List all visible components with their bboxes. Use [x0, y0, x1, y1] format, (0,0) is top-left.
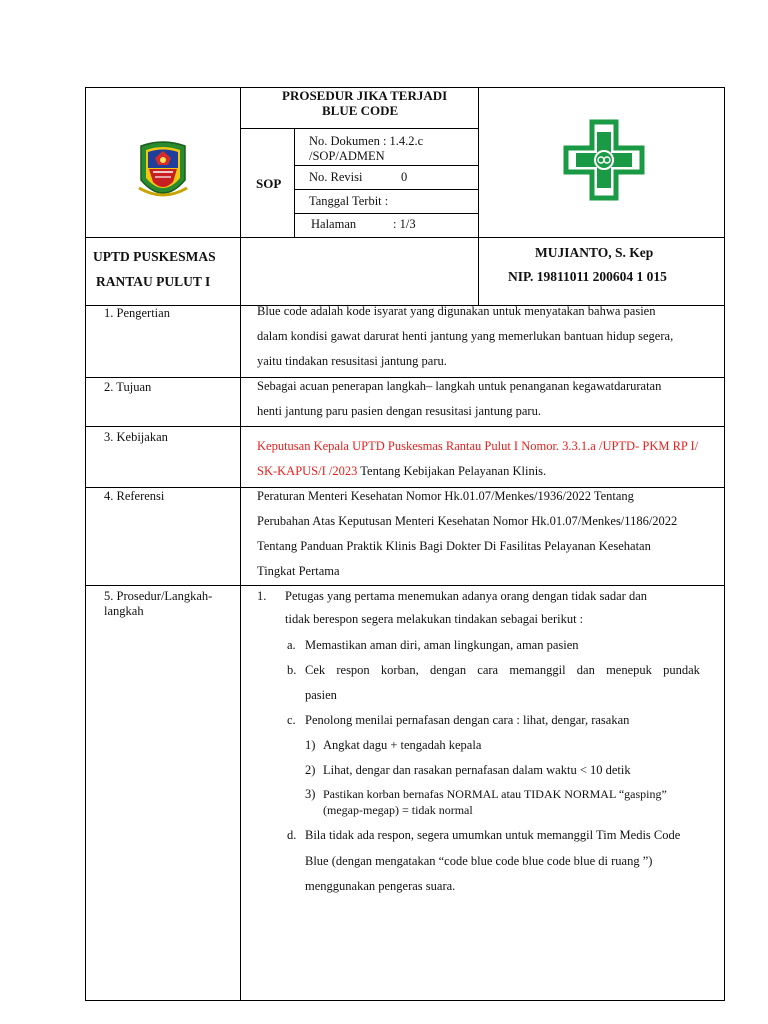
step-d-line-2: Blue (dengan mengatakan “code blue code blue code blue di ruang ”) [305, 854, 653, 868]
section-label-prosedur-line2: langkah [104, 604, 144, 618]
step-c-text: Penolong menilai pernafasan dengan cara : lihat, dengar, rasakan [305, 713, 630, 727]
step-1-number: 1. [257, 589, 267, 603]
step-a-marker: a. [287, 638, 296, 652]
org-name-line1: UPTD PUSKESMAS [93, 249, 216, 264]
step-1-line-1: Petugas yang pertama menemukan adanya orang dengan tidak sadar dan [285, 589, 648, 603]
step-b-word: pundak [663, 663, 700, 677]
step-b-word: respon [336, 663, 370, 677]
step-b-word: memanggil [509, 663, 566, 677]
pengertian-line-3: yaitu tindakan resusitasi jantung paru. [257, 354, 447, 368]
step-b-word: dan [576, 663, 595, 677]
sop-label: SOP [256, 176, 282, 191]
step-c1-marker: 1) [305, 738, 316, 752]
step-b-line-1 [305, 664, 700, 677]
kebijakan-line-2 [257, 465, 546, 478]
step-c3-line-1: Pastikan korban bernafas NORMAL atau TIDAK NORMAL “gasping” [323, 787, 667, 801]
tujuan-line-2: henti jantung paru pasien dengan resusitasi jantung paru. [257, 404, 541, 418]
step-c-marker: c. [287, 713, 296, 727]
kebijakan-decree-number: SK-KAPUS/I /2023 [257, 464, 358, 478]
section-label-referensi: 4. Referensi [104, 489, 165, 503]
revision-value: 0 [401, 170, 408, 184]
step-c2-text: Lihat, dengar dan rasakan pernafasan dalam waktu < 10 detik [323, 763, 631, 777]
step-b-word: cara [477, 663, 499, 677]
tujuan-line-1: Sebagai acuan penerapan langkah– langkah untuk penanganan kegawatdaruratan [257, 379, 662, 393]
step-b-line-2: pasien [305, 688, 337, 702]
step-d-line-3: menggunakan pengeras suara. [305, 879, 456, 893]
step-d-marker: d. [287, 828, 297, 842]
sop-title-line1: PROSEDUR JIKA TERJADI [282, 88, 448, 103]
referensi-line-2: Perubahan Atas Keputusan Menteri Kesehatan Nomor Hk.01.07/Menkes/1186/2022 [257, 514, 678, 528]
step-c3-marker: 3) [305, 787, 316, 801]
puskesmas-logo [562, 118, 646, 202]
section-label-pengertian: 1. Pengertian [104, 306, 170, 320]
document-number-line2: /SOP/ADMEN [309, 149, 385, 163]
page-value: : 1/3 [393, 217, 416, 231]
section-label-kebijakan: 3. Kebijakan [104, 430, 168, 444]
step-d-line-1: Bila tidak ada respon, segera umumkan untuk memanggil Tim Medis Code [305, 828, 681, 842]
kebijakan-decree-title: Tentang Kebijakan Pelayanan Klinis. [357, 464, 547, 478]
step-c2-marker: 2) [305, 763, 316, 777]
step-b-word: menepuk [606, 663, 652, 677]
signer-nip: NIP. 19811011 200604 1 015 [508, 269, 667, 284]
referensi-line-1: Peraturan Menteri Kesehatan Nomor Hk.01.07/Menkes/1936/2022 Tentang [257, 489, 634, 503]
section-label-tujuan: 2. Tujuan [104, 380, 152, 394]
step-b-word: dengan [429, 663, 467, 677]
pengertian-line-2: dalam kondisi gawat darurat henti jantung yang memerlukan bantuan hidup segera, [257, 329, 674, 343]
referensi-line-3: Tentang Panduan Praktik Klinis Bagi Dokter Di Fasilitas Pelayanan Kesehatan [257, 539, 651, 553]
revision-label: No. Revisi [309, 170, 363, 184]
document-number-line1: No. Dokumen : 1.4.2.c [309, 134, 424, 148]
step-c3-line-2: (megap-megap) = tidak normal [323, 803, 473, 817]
step-1-line-2: tidak berespon segera melakukan tindakan sebagai berikut : [285, 612, 584, 626]
publish-date-label: Tanggal Terbit : [309, 194, 389, 208]
section-label-prosedur-line1: 5. Prosedur/Langkah- [104, 589, 213, 603]
step-c1-text: Angkat dagu + tengadah kepala [323, 738, 482, 752]
referensi-line-4: Tingkat Pertama [257, 564, 340, 578]
step-b-word: Cek [305, 663, 326, 677]
sop-title-line2: BLUE CODE [322, 103, 399, 118]
org-name-line2: RANTAU PULUT I [96, 274, 211, 289]
step-a-text: Memastikan aman diri, aman lingkungan, aman pasien [305, 638, 579, 652]
kebijakan-line-1: Keputusan Kepala UPTD Puskesmas Rantau Pulut I Nomor. 3.3.1.a /UPTD- PKM RP I/ [257, 439, 699, 453]
step-b-marker: b. [287, 663, 297, 677]
signer-name: MUJIANTO, S. Kep [535, 245, 654, 260]
step-b-word: korban, [380, 663, 419, 677]
page-label: Halaman [311, 217, 357, 231]
pengertian-line-1: Blue code adalah kode isyarat yang digunakan untuk menyatakan bahwa pasien [257, 304, 656, 318]
regional-emblem-logo [133, 136, 193, 208]
